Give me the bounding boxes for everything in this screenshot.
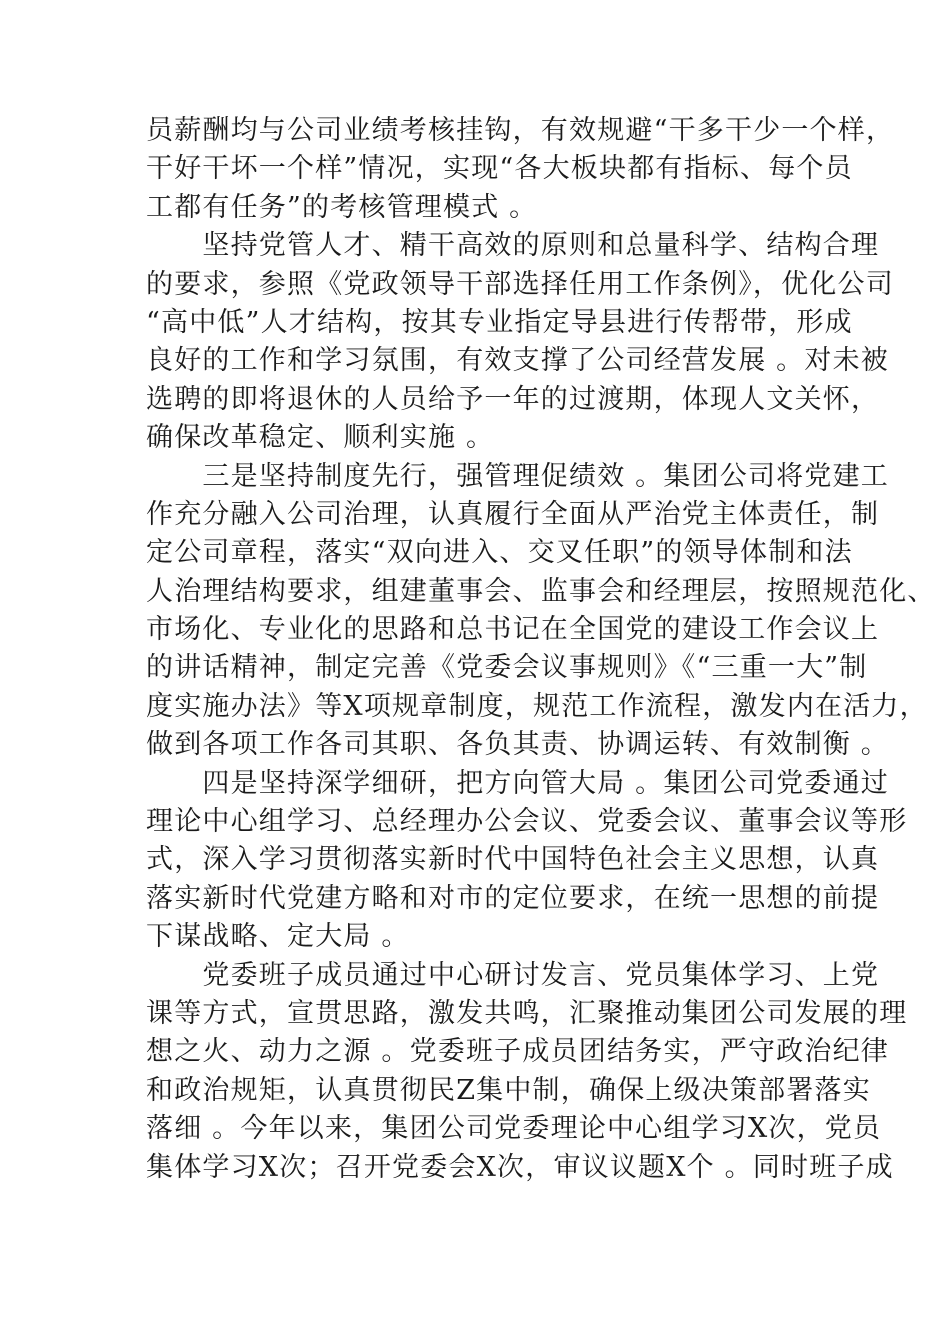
text-line: 的讲话精神，制定完善《党委会议事规则》《“三重一大”制 xyxy=(146,652,868,684)
text-line: 想之火、动力之源 。党委班子成员团结务实，严守政治纪律 xyxy=(146,1036,889,1068)
text-line: 党委班子成员通过中心研讨发言、党员集体学习、上党 xyxy=(146,959,880,991)
text-line: 定公司章程，落实“双向进入、交叉任职”的领导体制和法 xyxy=(146,537,853,569)
text-line: 干好干坏一个样”情况，实现“各大板块都有指标、每个员 xyxy=(146,153,853,185)
text-line: 落细 。今年以来，集团公司党委理论中心组学习X次，党员 xyxy=(146,1113,882,1145)
text-line: 度实施办法》等X项规章制度，规范工作流程，激发内在活力， xyxy=(146,690,928,722)
text-line: 和政治规矩，认真贯彻民Z集中制，确保上级决策部署落实 xyxy=(146,1074,871,1106)
text-line: 的要求，参照《党政领导干部选择任用工作条例》，优化公司 xyxy=(146,268,894,300)
text-line: 工都有任务”的考核管理模式 。 xyxy=(146,191,538,223)
text-line: 下谋战略、定大局 。 xyxy=(146,921,410,953)
text-line: 式，深入学习贯彻落实新时代中国特色社会主义思想，认真 xyxy=(146,844,880,876)
text-line: 选聘的即将退休的人员给予一年的过渡期，体现人文关怀， xyxy=(146,383,880,415)
text-line: 坚持党管人才、精干高效的原则和总量科学、结构合理 xyxy=(146,230,880,262)
document-body xyxy=(146,112,936,1187)
text-line: “高中低”人才结构，按其专业指定导县进行传帮带，形成 xyxy=(146,306,853,338)
text-line: 四是坚持深学细研，把方向管大局 。集团公司党委通过 xyxy=(146,767,889,799)
text-line: 市场化、专业化的思路和总书记在全国党的建设工作会议上 xyxy=(146,614,880,646)
text-line: 三是坚持制度先行，强管理促绩效 。集团公司将党建工 xyxy=(146,460,889,492)
text-line: 员薪酬均与公司业绩考核挂钩，有效规避“干多干少一个样， xyxy=(146,115,895,146)
text-line: 作充分融入公司治理，认真履行全面从严治党主体责任，制 xyxy=(146,498,880,530)
text-line: 集体学习X次；召开党委会X次，审议议题X个 。同时班子成 xyxy=(146,1151,894,1183)
text-line: 落实新时代党建方略和对市的定位要求，在统一思想的前提 xyxy=(146,882,880,914)
text-line: 课等方式，宣贯思路，激发共鸣，汇聚推动集团公司发展的理 xyxy=(146,997,908,1029)
text-line: 做到各项工作各司其职、各负其责、协调运转、有效制衡 。 xyxy=(146,729,889,761)
text-line: 确保改革稳定、顺利实施 。 xyxy=(146,422,495,454)
text-line: 良好的工作和学习氛围，有效支撑了公司经营发展 。对未被 xyxy=(146,345,889,377)
text-line: 人治理结构要求，组建董事会、监事会和经理层，按照规范化、 xyxy=(146,575,936,607)
text-line: 理论中心组学习、总经理办公会议、党委会议、董事会议等形 xyxy=(146,806,908,838)
